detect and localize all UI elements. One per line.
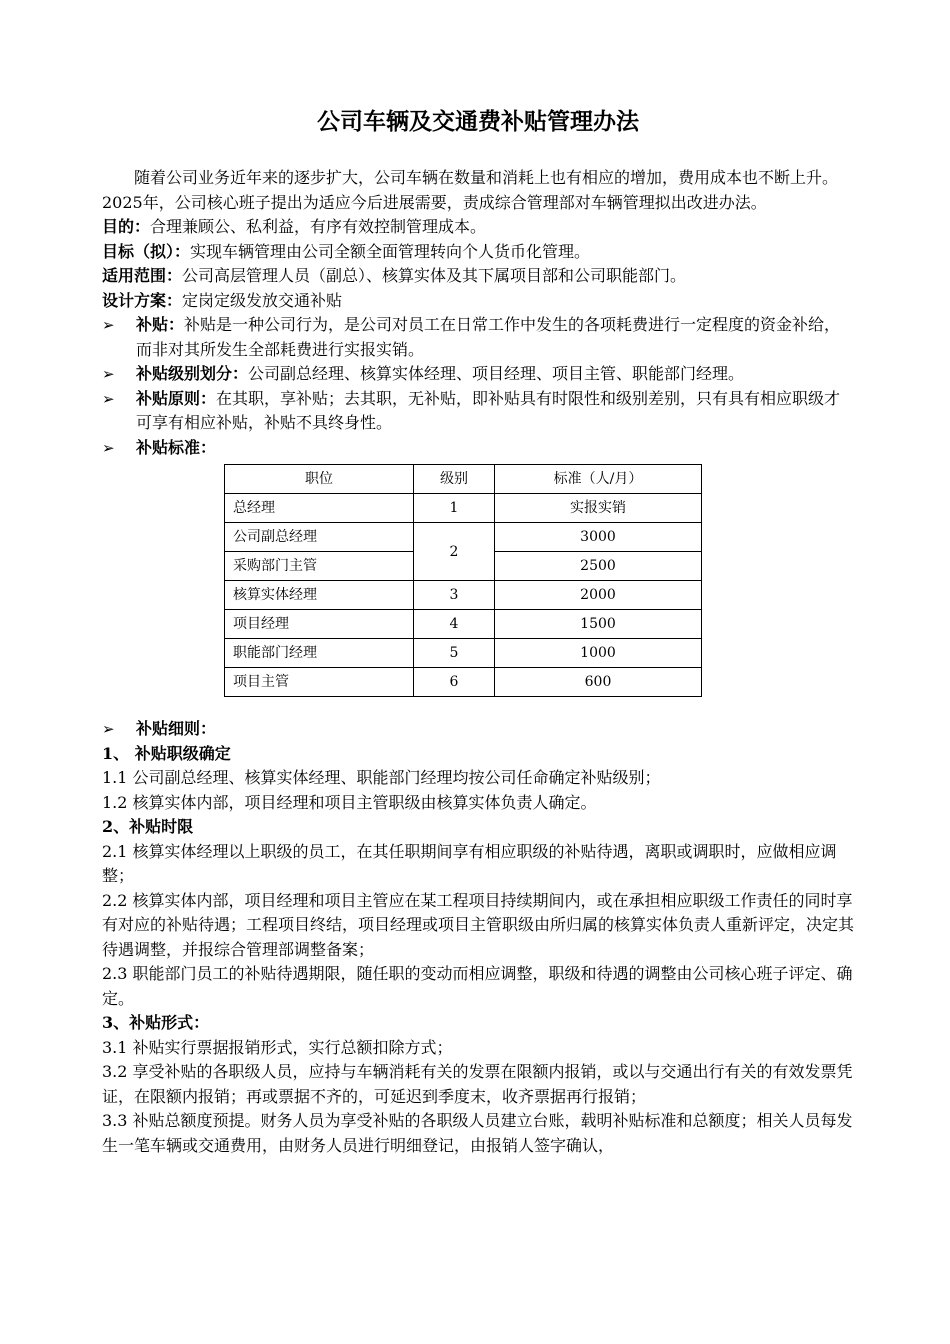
plan-text: 定岗定级发放交通补贴 xyxy=(182,290,343,310)
bullet-subsidy-label: 补贴： xyxy=(136,315,185,334)
arrowhead-icon: ➢ xyxy=(102,389,115,408)
purpose-text: 合理兼顾公、私利益，有序有效控制管理成本。 xyxy=(150,217,487,236)
table-row xyxy=(225,639,702,668)
bullet-details-label: 补贴细则： xyxy=(136,719,217,738)
purpose-label: 目的： xyxy=(102,217,151,236)
section-1-1: 1.1 公司副总经理、核算实体经理、职能部门经理均按公司任命确定补贴级别； xyxy=(102,768,661,787)
arrowhead-icon: ➢ xyxy=(102,720,115,738)
table-cell-position: 项目经理 xyxy=(225,610,414,639)
arrowhead-icon: ➢ xyxy=(102,365,115,383)
table-cell-standard: 实报实销 xyxy=(495,494,702,523)
spacer xyxy=(102,697,854,717)
table-row xyxy=(225,494,702,523)
bullet-standard-label: 补贴标准： xyxy=(136,437,217,457)
goal-label: 目标（拟）： xyxy=(102,241,191,261)
bullet-subsidy-text: 补贴是一种公司行为，是公司对员工在日常工作中发生的各项耗费进行一定程度的资金补给，而非对其所发生全部耗费进行实报实销。 xyxy=(136,315,841,359)
section-3-2: 3.2 享受补贴的各职级人员，应持与车辆消耗有关的发票在限额内报销，或以与交通出行有关的有效发票凭证，在限额内报销；再或票据不齐的，可延迟到季度末，收齐票据再行报销； xyxy=(102,1062,853,1106)
section-3-3: 3.3 补贴总额度预提。财务人员为享受补贴的各职级人员建立台账，载明补贴标准和总额度；相关人员每发生一笔车辆或交通费用，由财务人员进行明细登记，由报销人签字确认， xyxy=(102,1111,853,1155)
section-2-3: 2.3 职能部门员工的补贴待遇期限，随任职的变动而相应调整，职级和待遇的调整由公司核心班子评定、确定。 xyxy=(102,964,853,1008)
table-cell-position: 采购部门主管 xyxy=(225,552,414,581)
goal-line xyxy=(102,240,854,265)
section-3-1: 3.1 补贴实行票据报销形式，实行总额扣除方式； xyxy=(102,1037,453,1057)
table-cell-position: 项目主管 xyxy=(225,668,414,697)
intro-paragraph: 随着公司业务近年来的逐步扩大，公司车辆在数量和消耗上也有相应的增加，费用成本也不断上升。2025年，公司核心班子提出为适应今后进展需要，责成综合管理部对车辆管理拟出改进办法。 xyxy=(102,168,839,212)
bullet-levels-text: 公司副总经理、核算实体经理、项目经理、项目主管、职能部门经理。 xyxy=(248,364,745,383)
bullet-principle-text: 在其职，享补贴；去其职，无补贴，即补贴具有时限性和级别差别，只有具有相应职级才可享有相应补贴，补贴不具终身性。 xyxy=(136,388,841,432)
table-cell-standard: 2000 xyxy=(495,581,702,610)
table-cell-standard: 3000 xyxy=(495,523,702,552)
table-row xyxy=(225,581,702,610)
table-cell-level: 2 xyxy=(414,523,495,581)
table-row xyxy=(225,610,702,639)
table-cell-standard: 1000 xyxy=(495,639,702,668)
subsidy-standard-table xyxy=(224,464,702,697)
table-header-row xyxy=(225,465,702,494)
table-cell-standard: 2500 xyxy=(495,552,702,581)
table-cell-level: 5 xyxy=(414,639,495,668)
table-header-cell: 级别 xyxy=(414,465,495,494)
table-cell-level: 1 xyxy=(414,494,495,523)
purpose-line xyxy=(102,215,854,240)
table-cell-position: 总经理 xyxy=(225,494,414,523)
bullet-standard xyxy=(102,436,854,461)
arrowhead-icon: ➢ xyxy=(102,316,115,334)
table-cell-level: 4 xyxy=(414,610,495,639)
table-header-cell: 标准（人/月） xyxy=(495,465,702,494)
section-3-heading: 3、补贴形式： xyxy=(102,1013,210,1032)
section-1-2: 1.2 核算实体内部，项目经理和项目主管职级由核算实体负责人确定。 xyxy=(102,792,597,812)
table-cell-level: 3 xyxy=(414,581,495,610)
section-2-1: 2.1 核算实体经理以上职级的员工，在其任职期间享有相应职级的补贴待遇，离职或调职时，应做相应调整； xyxy=(102,841,837,885)
table-cell-position: 公司副总经理 xyxy=(225,523,414,552)
scope-line xyxy=(102,264,854,289)
bullet-subsidy xyxy=(102,313,854,362)
plan-line xyxy=(102,289,854,314)
section-2-2: 2.2 核算实体内部，项目经理和项目主管应在某工程项目持续期间内，或在承担相应职级工作责任的同时享有对应的补贴待遇；工程项目终结，项目经理或项目主管职级由所归属的核算实体负责人重新评定，决定其待遇调整，并报综合管理部调整备案； xyxy=(102,890,855,959)
bullet-details xyxy=(102,717,854,742)
table-header-cell: 职位 xyxy=(225,465,414,494)
arrowhead-icon: ➢ xyxy=(102,438,115,457)
document-title: 公司车辆及交通费补贴管理办法 xyxy=(317,109,639,135)
section-2-heading: 2、补贴时限 xyxy=(102,817,194,836)
scope-label: 适用范围： xyxy=(102,266,183,285)
bullet-principle-label: 补贴原则： xyxy=(136,388,217,408)
bullet-principle xyxy=(102,387,854,436)
goal-text: 实现车辆管理由公司全额全面管理转向个人货币化管理。 xyxy=(190,241,591,261)
table-cell-standard: 600 xyxy=(495,668,702,697)
table-row xyxy=(225,668,702,697)
scope-text: 公司高层管理人员（副总）、核算实体及其下属项目部和公司职能部门。 xyxy=(182,266,687,285)
table-cell-level: 6 xyxy=(414,668,495,697)
bullet-levels xyxy=(102,362,854,387)
table-cell-standard: 1500 xyxy=(495,610,702,639)
plan-label: 设计方案： xyxy=(102,290,183,310)
table-cell-position: 核算实体经理 xyxy=(225,581,414,610)
table-row xyxy=(225,523,702,552)
table-cell-position: 职能部门经理 xyxy=(225,639,414,668)
section-1-heading: 1、 补贴职级确定 xyxy=(102,743,231,763)
bullet-levels-label: 补贴级别划分： xyxy=(136,364,249,383)
